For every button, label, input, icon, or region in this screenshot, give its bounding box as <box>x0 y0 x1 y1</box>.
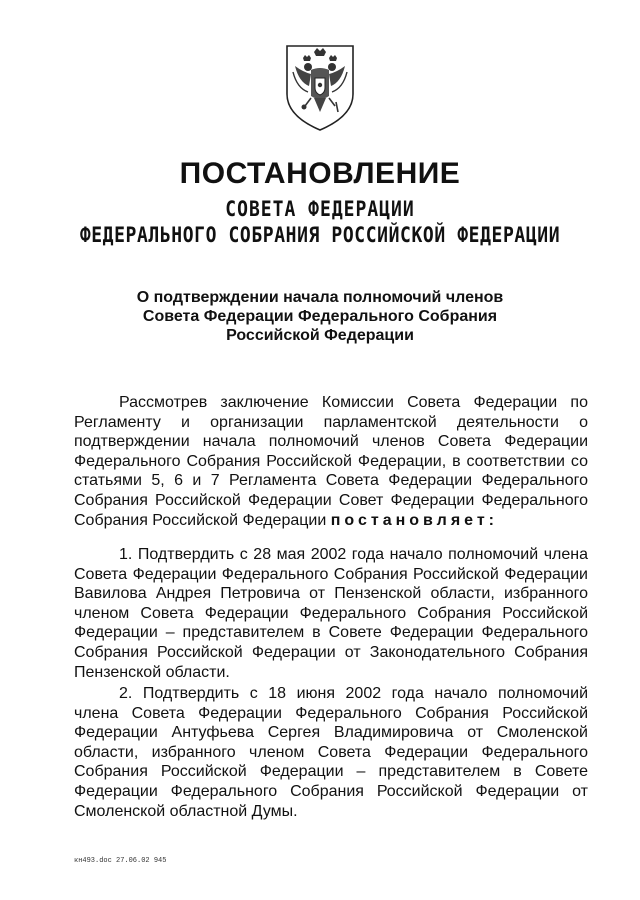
russian-coat-of-arms-emblem <box>281 42 359 134</box>
preamble-text: Рассмотрев заключение Комиссии Совета Федерации по Регламенту и организации парламентской деятельности о подтверждении начала полномочий членов Совета Федерации Федерального Собрания Российской Федерации, в соответствии со статьями 5, 6 и 7 Регламента Совета Федерации Федерального Собрания Российской Федерации Совет Федерации Федерального Собрания Российской Федерации <box>74 394 588 529</box>
document-heading <box>120 288 520 345</box>
resolution-point-2: 2. Подтвердить с 18 июня 2002 года начало полномочий члена Совета Федерации Федерального Собрания Российской Федерации Антуфьева Сергея Владимировича от Смоленской области, избранного членом Совета Федерации Федерального Собрания Российской Федерации – представителем в Совете Федерации Федерального Собрания Российской Федерации от Смоленской областной Думы. <box>74 685 588 820</box>
preamble-paragraph <box>74 393 588 530</box>
document-subtitle-assembly: ФЕДЕРАЛЬНОГО СОБРАНИЯ РОССИЙСКОЙ ФЕДЕРАЦИИ <box>79 222 561 249</box>
document-footer-code: кн493.doc 27.06.02 945 <box>74 857 167 865</box>
double-headed-eagle-icon <box>281 42 359 134</box>
resolves-keyword: постановляет: <box>330 511 499 529</box>
heading-line: Российской Федерации <box>226 327 414 344</box>
document-subtitle-council: СОВЕТА ФЕДЕРАЦИИ <box>225 196 415 223</box>
document-title: ПОСТАНОВЛЕНИЕ <box>179 157 461 190</box>
resolution-point-1: 1. Подтвердить с 28 мая 2002 года начало полномочий члена Совета Федерации Федерального Собрания Российской Федерации Вавилова Андрея Петровича от Пензенской области, избранного членом Совета Федерации Федерального Собрания Российской Федерации – представителем в Совете Федерации Федерального Собрания Российской Федерации от Законодательного Собрания Пензенской области. <box>74 546 588 681</box>
heading-line: Совета Федерации Федерального Собрания <box>142 308 498 325</box>
heading-line: О подтверждении начала полномочий членов <box>136 289 504 306</box>
